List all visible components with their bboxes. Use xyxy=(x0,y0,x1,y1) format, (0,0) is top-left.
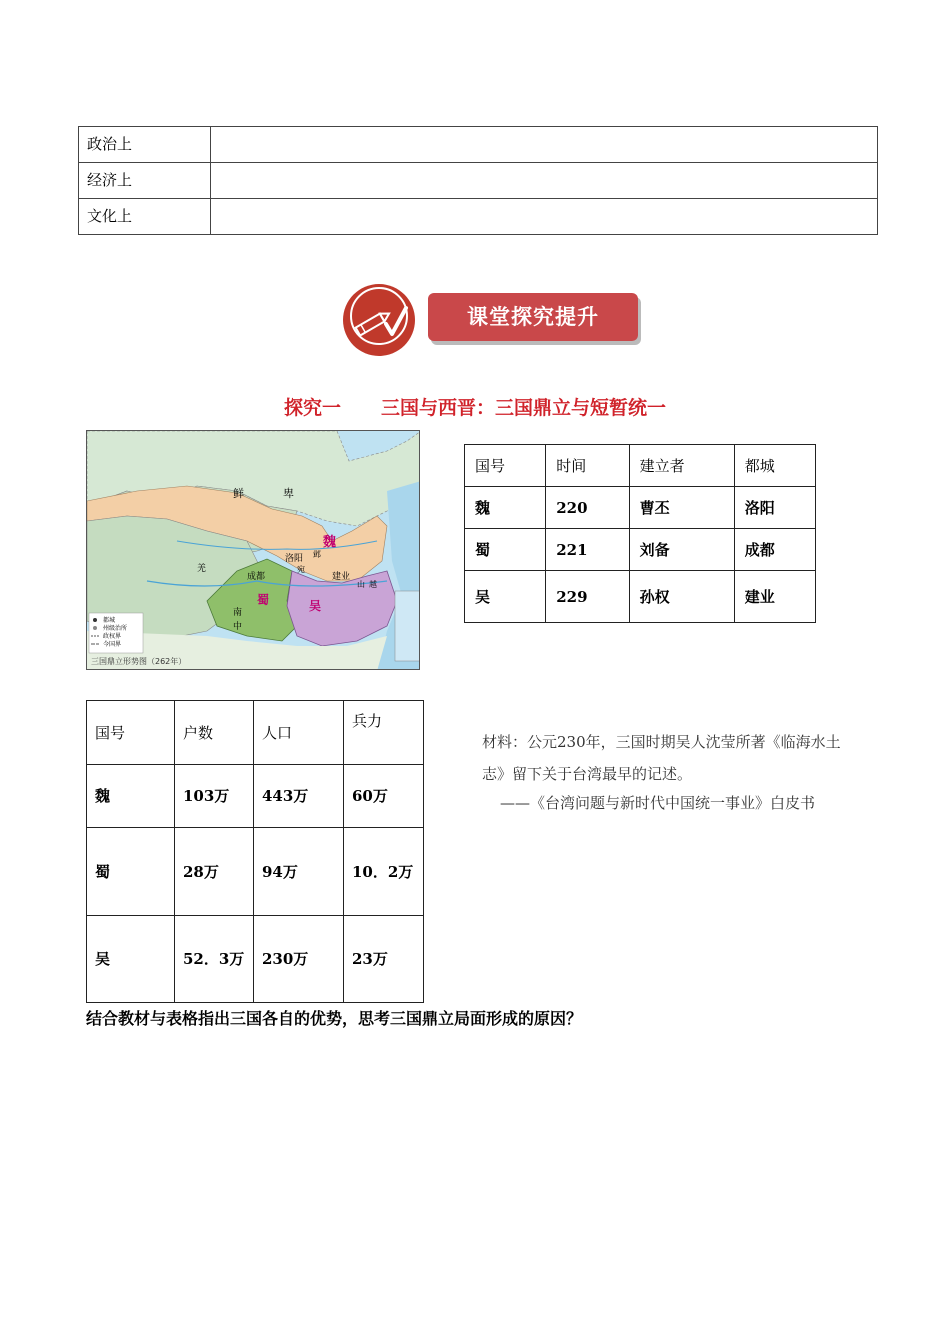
column-header: 兵力 xyxy=(344,701,424,765)
map-label-xianbei-1: 鲜 xyxy=(233,487,244,500)
table-cell: 刘备 xyxy=(629,529,734,571)
map-label-nanzhong-1: 南 xyxy=(233,608,243,618)
map-label-yecheng: 邺 xyxy=(313,550,321,559)
table-row xyxy=(79,127,878,163)
legend-prefecture: 州级治所 xyxy=(103,625,128,632)
table-cell: 魏 xyxy=(87,765,175,828)
map-label-shu: 蜀 xyxy=(257,593,270,607)
table-row xyxy=(79,199,878,235)
row-value xyxy=(211,163,878,199)
column-header: 都城 xyxy=(734,445,815,487)
table-header-row xyxy=(87,701,424,765)
banner-title: 课堂探究提升 xyxy=(428,293,638,341)
map-label-qiang: 羌 xyxy=(197,564,207,574)
table-cell: 吴 xyxy=(465,571,546,623)
map-label-nanzhong-2: 中 xyxy=(233,622,243,632)
map-label-xianbei-2: 卑 xyxy=(283,487,294,500)
section-title xyxy=(0,393,950,420)
map-label-luoyang: 洛阳 xyxy=(285,554,304,564)
summary-table xyxy=(78,126,878,235)
table-cell: 魏 xyxy=(465,487,546,529)
map-graphic xyxy=(87,431,420,670)
row-value xyxy=(211,199,878,235)
table-cell: 229 xyxy=(546,571,629,623)
table-row xyxy=(87,828,424,916)
table-cell: 蜀 xyxy=(87,828,175,916)
table-cell: 成都 xyxy=(734,529,815,571)
table-cell: 52．3万 xyxy=(175,916,254,1003)
column-header: 人口 xyxy=(254,701,344,765)
map-label-wu: 吴 xyxy=(309,599,322,613)
table-row xyxy=(79,163,878,199)
legend-capital: 都城 xyxy=(103,617,116,624)
material-source: ——《台湾问题与新时代中国统一事业》白皮书 xyxy=(500,794,816,812)
column-header: 时间 xyxy=(546,445,629,487)
table-cell: 建业 xyxy=(734,571,815,623)
table-cell: 孙权 xyxy=(629,571,734,623)
table-cell: 60万 xyxy=(344,765,424,828)
material-quote: 材料：公元230年，三国时期吴人沈莹所著《临海水土志》留下关于台湾最早的记述。 xyxy=(482,733,841,783)
map-label-shanyue-1: 山 xyxy=(357,580,365,589)
map-label-chengdu: 成都 xyxy=(247,572,266,582)
map-label-shanyue-2: 越 xyxy=(369,580,377,589)
table-cell: 蜀 xyxy=(465,529,546,571)
row-label: 政治上 xyxy=(79,127,211,163)
map-label-wancheng: 宛 xyxy=(297,565,305,574)
population-table xyxy=(86,700,424,1003)
row-label: 经济上 xyxy=(79,163,211,199)
table-row xyxy=(465,571,816,623)
column-header: 国号 xyxy=(87,701,175,765)
table-row xyxy=(87,916,424,1003)
row-value xyxy=(211,127,878,163)
table-cell: 28万 xyxy=(175,828,254,916)
table-cell: 230万 xyxy=(254,916,344,1003)
table-cell: 94万 xyxy=(254,828,344,916)
map-label-jianye: 建业 xyxy=(332,572,351,582)
legend-modern-border: 今国界 xyxy=(103,641,122,648)
table-cell: 洛阳 xyxy=(734,487,815,529)
states-table xyxy=(464,444,816,623)
table-cell: 103万 xyxy=(175,765,254,828)
column-header: 建立者 xyxy=(629,445,734,487)
map-label-wei: 魏 xyxy=(323,535,337,550)
table-cell: 吴 xyxy=(87,916,175,1003)
table-cell: 221 xyxy=(546,529,629,571)
table-cell: 443万 xyxy=(254,765,344,828)
question-prompt: 结合教材与表格指出三国各自的优势，思考三国鼎立局面形成的原因？ xyxy=(86,1009,583,1028)
section-number: 探究一 xyxy=(283,397,341,419)
map-caption: 三国鼎立形势图（262年） xyxy=(91,657,187,666)
table-header-row xyxy=(465,445,816,487)
legend-boundary: 政权界 xyxy=(103,633,122,640)
table-cell: 220 xyxy=(546,487,629,529)
table-cell: 23万 xyxy=(344,916,424,1003)
column-header: 国号 xyxy=(465,445,546,487)
table-row xyxy=(465,487,816,529)
table-cell: 10．2万 xyxy=(344,828,424,916)
table-row xyxy=(465,529,816,571)
three-kingdoms-map xyxy=(86,430,420,670)
column-header: 户数 xyxy=(175,701,254,765)
row-label: 文化上 xyxy=(79,199,211,235)
table-row xyxy=(87,765,424,828)
table-cell: 曹丕 xyxy=(629,487,734,529)
pencil-check-icon xyxy=(350,290,412,350)
section-heading: 三国与西晋：三国鼎立与短暂统一 xyxy=(381,397,667,419)
